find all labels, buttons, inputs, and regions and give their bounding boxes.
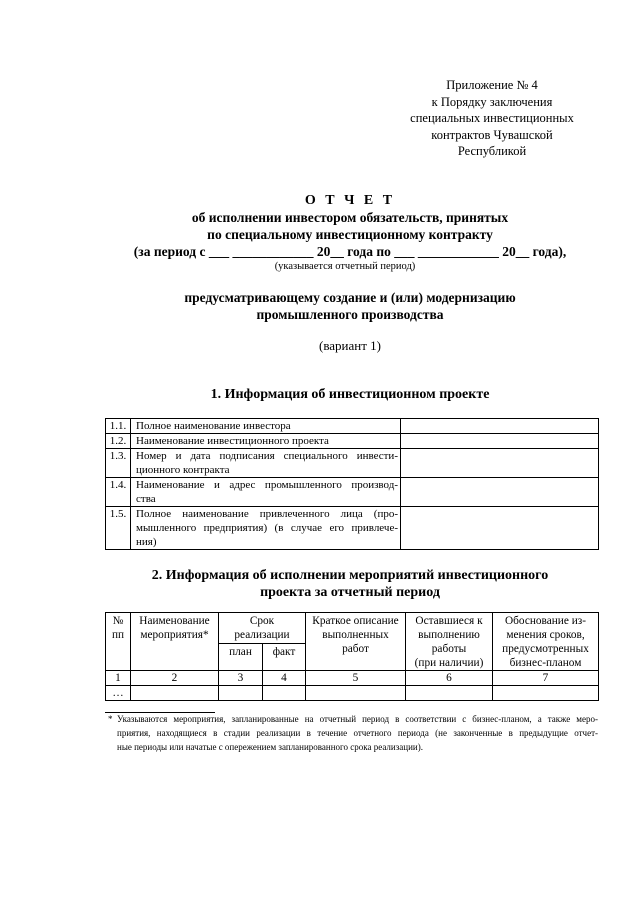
column-header-remaining (406, 613, 493, 671)
table-row (106, 449, 599, 478)
footnote-marker: * (108, 714, 113, 724)
report-title: О Т Ч Е Т (304, 192, 396, 208)
appendix-line: Республикой (457, 144, 527, 159)
header-line: работ (342, 643, 369, 655)
header-line: Краткое описание (312, 615, 399, 627)
row-number: 1.3. (106, 449, 131, 478)
report-subtitle-line: предусматривающему создание и (или) модернизацию (184, 289, 516, 305)
empty-cell (306, 686, 406, 701)
row-value-cell (401, 507, 599, 550)
column-header-number (106, 613, 131, 671)
column-number: 1 (106, 671, 131, 686)
row-value-cell (401, 449, 599, 478)
header-line: мероприятия* (140, 629, 209, 641)
row-label-line: ционного контракта (136, 464, 230, 476)
report-title-line: по специальному инвестиционному контракту (207, 227, 493, 242)
row-label-line: Полное наименование инвестора (136, 420, 291, 432)
column-number: 6 (406, 671, 493, 686)
row-value-cell (401, 419, 599, 434)
table-row (106, 686, 599, 701)
activities-table (105, 612, 599, 701)
appendix-line: к Порядку заключения (431, 94, 553, 109)
table-row (106, 419, 599, 434)
column-number: 2 (131, 671, 219, 686)
appendix-line: специальных инвестиционных (410, 111, 574, 126)
header-line: № (112, 615, 124, 627)
header-line: выполнению (418, 629, 480, 641)
section2-heading (100, 567, 600, 601)
header-line: предусмотренных (502, 643, 589, 655)
period-note: (указывается отчетный период) (274, 261, 416, 272)
column-number-row (106, 671, 599, 686)
appendix-line: Приложение № 4 (446, 78, 538, 92)
project-info-table (105, 418, 599, 550)
empty-cell (263, 686, 306, 701)
empty-cell (406, 686, 493, 701)
footnote-line: ные периоды или начатые с опережением запланированного срока реализации). (117, 742, 423, 752)
row-label (131, 478, 401, 507)
report-title-line: об исполнении инвестором обязательств, принятых (191, 210, 509, 225)
row-label-line: Наименование и адрес промышленного производ- (136, 479, 398, 491)
row-value-cell (401, 434, 599, 449)
column-number: 5 (306, 671, 406, 686)
column-number: 3 (219, 671, 263, 686)
header-line: (при наличии) (414, 657, 484, 669)
appendix-reference (407, 77, 577, 160)
column-header-fact: факт (263, 644, 306, 671)
row-label-line: Наименование инвестиционного проекта (136, 435, 329, 447)
row-number: 1.5. (106, 507, 131, 550)
header-line: работы (431, 643, 467, 655)
section1-heading: 1. Информация об инвестиционном проекте (210, 387, 490, 402)
column-number: 7 (493, 671, 599, 686)
empty-cell (131, 686, 219, 701)
table-row (106, 434, 599, 449)
header-line: менения сроков, (506, 629, 585, 641)
row-label-line: Номер и дата подписания специального инвести- (136, 450, 398, 462)
header-line: выполненных (322, 629, 389, 641)
footnote-text (117, 712, 598, 754)
table-header-row (106, 613, 599, 644)
table-row (106, 478, 599, 507)
row-label-line: ния) (136, 536, 157, 548)
header-line: Оставшиеся к (415, 615, 483, 627)
row-number: 1.4. (106, 478, 131, 507)
header-line: реализации (234, 629, 290, 641)
header-line: Срок (249, 615, 275, 627)
header-line: Наименование (139, 615, 210, 627)
header-line: пп (111, 629, 125, 641)
empty-cell (219, 686, 263, 701)
footnote-line: приятия, находящиеся в стадии реализации в течение отчетного периода (не законченные в предыдущие отчет- (117, 728, 598, 738)
row-label-line: ства (136, 493, 156, 505)
column-number: 4 (263, 671, 306, 686)
row-label (131, 419, 401, 434)
row-label-line: мышленного предприятия) (в случае его привлече- (136, 522, 398, 534)
report-subtitle (100, 289, 600, 323)
row-number: 1.1. (106, 419, 131, 434)
header-line: Обоснование из- (505, 615, 586, 627)
row-label-line: Полное наименование привлеченного лица (про- (136, 508, 398, 520)
continuation-marker: … (106, 686, 131, 701)
footnote-line: Указываются мероприятия, запланированные на отчетный период в соответствии с бизнес-планом, а также меро- (117, 714, 598, 724)
row-number: 1.2. (106, 434, 131, 449)
column-header-term (219, 613, 306, 644)
column-header-description (306, 613, 406, 671)
row-label (131, 449, 401, 478)
header-line: бизнес-планом (509, 657, 582, 669)
empty-cell (493, 686, 599, 701)
row-value-cell (401, 478, 599, 507)
column-header-plan: план (219, 644, 263, 671)
section2-heading-line: 2. Информация об исполнении мероприятий инвестиционного (151, 567, 549, 583)
row-label (131, 507, 401, 550)
appendix-line: контрактов Чувашской (431, 127, 553, 142)
table-row (106, 507, 599, 550)
report-period-line: (за период с ___ ____________ 20__ года по ___ ____________ 20__ года), (133, 244, 567, 259)
column-header-activity-name (131, 613, 219, 671)
section2-heading-line: проекта за отчетный период (260, 584, 440, 600)
column-header-justification (493, 613, 599, 671)
variant-label: (вариант 1) (318, 337, 381, 353)
report-subtitle-line: промышленного производства (256, 306, 444, 322)
report-title-lines (100, 209, 600, 260)
row-label (131, 434, 401, 449)
